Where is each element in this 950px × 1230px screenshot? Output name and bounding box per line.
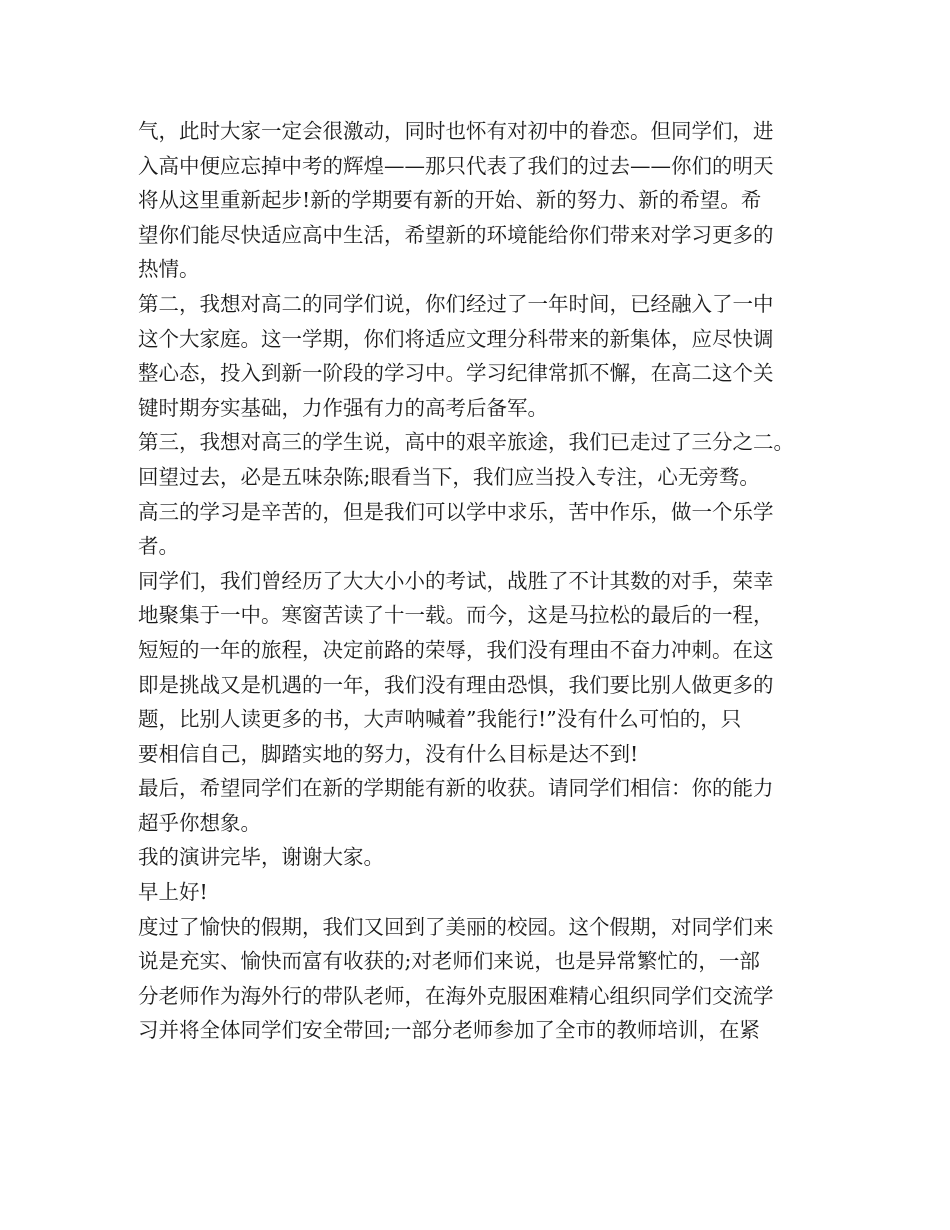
document-body <box>138 114 828 1048</box>
text-line: 我的演讲完毕，谢谢大家。 <box>138 845 384 870</box>
text-line: 者。 <box>138 534 179 559</box>
text-line: 整心态，投入到新一阶段的学习中。学习纪律常抓不懈，在高二这个关 <box>138 361 774 386</box>
text-line: 早上好! <box>138 880 208 905</box>
text-line: 第三，我想对高三的学生说，高中的艰辛旅途，我们已走过了三分之二。 <box>138 430 794 455</box>
text-line: 同学们，我们曾经历了大大小小的考试，战胜了不计其数的对手，荣幸 <box>138 568 774 593</box>
text-line: 入高中便应忘掉中考的辉煌——那只代表了我们的过去——你们的明天 <box>138 153 774 178</box>
text-line: 要相信自己，脚踏实地的努力，没有什么目标是达不到! <box>138 741 639 766</box>
text-line: 题，比别人读更多的书，大声呐喊着”我能行!”没有什么可怕的，只 <box>138 707 742 732</box>
text-line: 第二，我想对高二的同学们说，你们经过了一年时间，已经融入了一中 <box>138 291 774 316</box>
text-line: 短短的一年的旅程，决定前路的荣辱，我们没有理由不奋力冲刺。在这 <box>138 637 774 662</box>
text-line: 键时期夯实基础，力作强有力的高考后备军。 <box>138 395 548 420</box>
text-line: 度过了愉快的假期，我们又回到了美丽的校园。这个假期，对同学们来 <box>138 914 774 939</box>
text-line: 即是挑战又是机遇的一年，我们没有理由恐惧，我们要比别人做更多的 <box>138 672 774 697</box>
text-line: 将从这里重新起步!新的学期要有新的开始、新的努力、新的希望。希 <box>138 188 762 213</box>
text-line: 这个大家庭。这一学期，你们将适应文理分科带来的新集体，应尽快调 <box>138 326 774 351</box>
text-line: 习并将全体同学们安全带回;一部分老师参加了全市的教师培训，在紧 <box>138 1018 760 1043</box>
text-line: 回望过去，必是五味杂陈;眼看当下，我们应当投入专注，心无旁骛。 <box>138 464 760 489</box>
text-line: 望你们能尽快适应高中生活，希望新的环境能给你们带来对学习更多的 <box>138 222 774 247</box>
text-line: 超乎你想象。 <box>138 810 261 835</box>
text-line: 热情。 <box>138 257 200 282</box>
text-line: 气，此时大家一定会很激动，同时也怀有对初中的眷恋。但同学们，进 <box>138 119 774 143</box>
text-line: 地聚集于一中。寒窗苦读了十一载。而今，这是马拉松的最后的一程， <box>138 603 774 628</box>
text-line: 最后，希望同学们在新的学期能有新的收获。请同学们相信：你的能力 <box>138 776 774 801</box>
text-line: 高三的学习是辛苦的，但是我们可以学中求乐，苦中作乐，做一个乐学 <box>138 499 774 524</box>
text-line: 说是充实、愉快而富有收获的;对老师们来说，也是异常繁忙的，一部 <box>138 949 760 974</box>
text-line: 分老师作为海外行的带队老师，在海外克服困难精心组织同学们交流学 <box>138 983 774 1008</box>
